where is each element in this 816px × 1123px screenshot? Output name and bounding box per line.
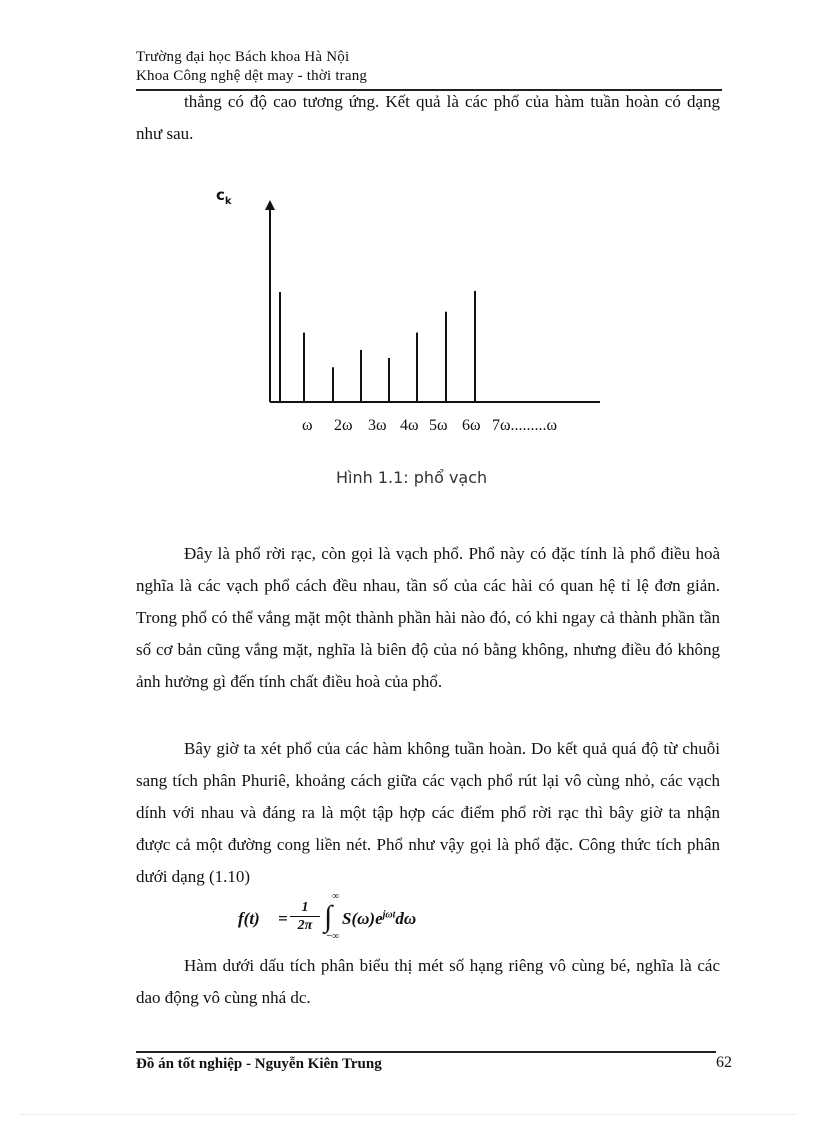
figure-caption: Hình 1.1: phổ vạch <box>336 468 488 487</box>
paragraph-integrand-meaning <box>136 950 720 1014</box>
header-faculty: Khoa Công nghệ dệt may - thời trang <box>136 68 368 84</box>
header-university: Trường đại học Bách khoa Hà Nội <box>136 49 350 65</box>
integrand-base: S(ω)e <box>342 909 383 928</box>
footer-divider <box>136 1051 716 1053</box>
page-header <box>136 48 722 86</box>
formula-equals: = <box>278 909 288 928</box>
page-number: 62 <box>716 1054 732 1071</box>
y-axis-label-subscript: k <box>224 196 232 207</box>
footer-author: Đồ án tốt nghiệp - Nguyễn Kiên Trung <box>136 1056 382 1072</box>
chart-axes <box>216 186 600 402</box>
intro-text: thẳng có độ cao tương ứng. Kết quả là các phổ của hàm tuần hoàn có dạng như sau. <box>136 92 720 143</box>
x-tick-label: ω <box>302 417 313 434</box>
x-tick-label: 6ω <box>462 417 481 434</box>
formula-fraction <box>290 899 320 935</box>
integral-lower-limit: −∞ <box>326 931 340 942</box>
y-axis-arrow <box>265 200 275 210</box>
integral-sign: ∫ <box>324 900 333 933</box>
formula-lhs: f(t) <box>238 909 260 928</box>
paragraph-continuous-spectrum <box>136 733 720 893</box>
paragraph-text: Đây là phổ rời rạc, còn gọi là vạch phổ. Phổ này có đặc tính là phổ điều hoà nghĩa là các vạch phổ cách đều nhau, tần số của các hài có quan hệ tỉ lệ đơn giản. Trong phổ có thể vắng mặt một thành phần hài nào đó, có khi ngay cả thành phần tần số cơ bản cũng vắng mặt, nghĩa là biên độ của nó bằng không, nhưng điều đó không ảnh hưởng gì đến tính chất điều hoà của phổ. <box>136 544 720 691</box>
x-tick-label: 5ω <box>429 417 448 434</box>
chart-bars <box>270 291 475 402</box>
line-spectrum-figure <box>200 180 640 500</box>
x-tick-label: 3ω <box>368 417 387 434</box>
integrand-exponent: jωt <box>382 909 396 921</box>
integrand-differential: dω <box>395 909 417 928</box>
x-tick-label: 4ω <box>400 417 419 434</box>
spectrum-chart <box>200 180 640 460</box>
formula-denominator: 2π <box>297 918 313 933</box>
y-axis-label: $c_k$ <box>216 186 232 207</box>
intro-paragraph <box>136 86 720 150</box>
chart-tick-labels <box>302 417 557 434</box>
fourier-integral-formula <box>238 891 458 943</box>
paragraph-text: Bây giờ ta xét phổ của các hàm không tuần hoàn. Do kết quả quá độ từ chuỗi sang tích phân Phuriê, khoảng cách giữa các vạch phổ rút lại vô cùng nhỏ, các vạch dính với nhau và đáng ra là một tập hợp các điểm phổ rời rạc thì bây giờ ta nhận được cả một đường cong liền nét. Phổ như vậy gọi là phổ đặc. Công thức tích phân dưới dạng (1.10) <box>136 739 720 886</box>
paragraph-discrete-spectrum <box>136 538 720 698</box>
integral-upper-limit: ∞ <box>332 891 340 902</box>
paragraph-text: Hàm dưới dấu tích phân biểu thị mét số hạng riêng vô cùng bé, nghĩa là các dao động vô cùng nhá dc. <box>136 956 720 1007</box>
formula-integrand <box>342 909 416 929</box>
page-bottom-dotted-line <box>20 1114 796 1115</box>
x-tick-label: 7ω.........ω <box>492 417 558 434</box>
x-tick-label: 2ω <box>334 417 353 434</box>
formula-numerator: 1 <box>290 899 320 917</box>
